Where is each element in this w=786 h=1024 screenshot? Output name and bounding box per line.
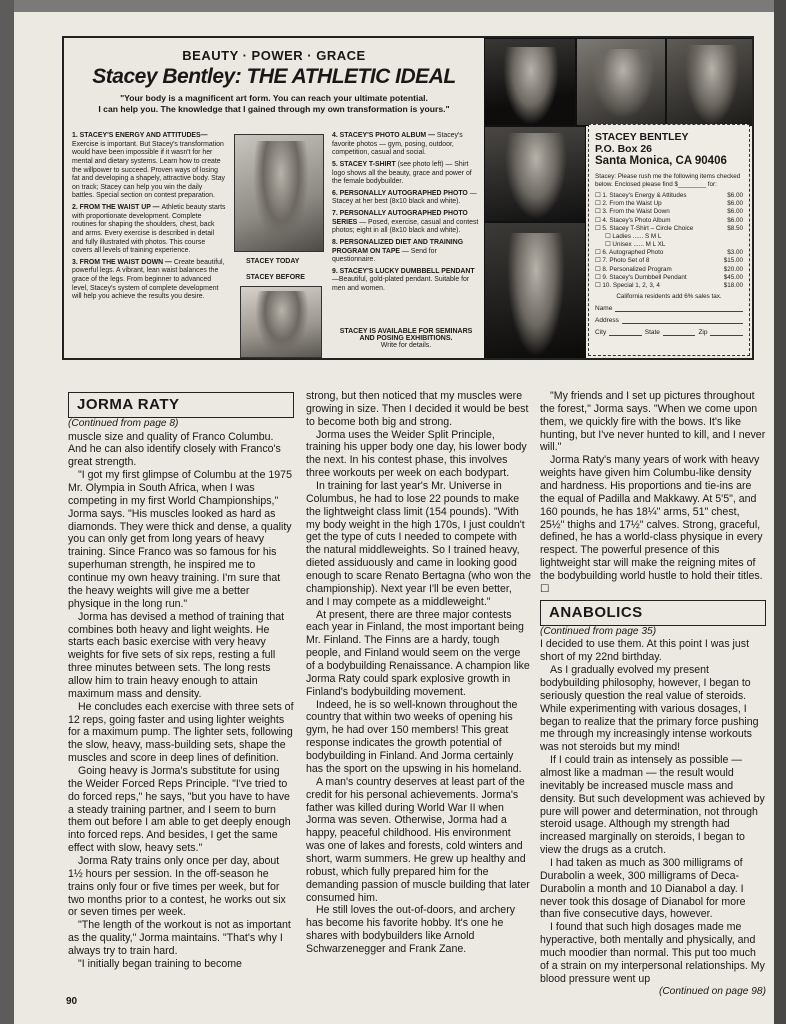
order-item-checkbox[interactable]: ☐ 10. Special 1, 2, 3, 4 $18.00: [595, 282, 743, 290]
photo-gym-5: [484, 222, 586, 360]
ad-title: Stacey Bentley: THE ATHLETIC IDEAL: [92, 65, 456, 88]
paragraph: Jorma Raty trains only once per day, about 1½ hours per session. In the off-season he trains only four or five times per week, but for two months prior to a contest, he works out six or seven times per week.: [68, 854, 286, 919]
paragraph: A man's country deserves at least part of the credit for his personal achievements. Jorma's father was killed during World War II when Jorma was seven. Otherwise, Jorma had a happy, peaceful childhood. His environment was one of lakes and forests, cold winters and short, warm summers. He grew up healthy and robust, which fully prepared him for the demanding passion of muscle building that later consumed him.: [306, 775, 530, 904]
paragraph: "I got my first glimpse of Columbu at the 1975 Mr. Olympia in South Africa, when I was competing in my first World Championships," Jorma says. "His muscles looked as hard as diamonds. They were thick and dense, a quality you can only get from long years of heavy training. Since Franco was so famous for his superhuman strength, he inspired me to continue my own heavy training. I'm sure that the heavy weights will give me a better physique in the long run.": [68, 469, 292, 610]
article-column-1: [68, 392, 294, 971]
order-item-checkbox[interactable]: ☐ 3. From the Waist Down $6.00: [595, 208, 743, 216]
paragraph: "The length of the workout is not as important as the quality," Jorma maintains. "That's why I always try to train hard.: [68, 919, 291, 957]
paragraph: I had taken as much as 300 milligrams of Durabolin a week, 300 milligrams of Deca-Durabolin a month and 10 Dianabol a day. I never took this dosage of Dianabol for more than five consecutive days, however.: [540, 856, 746, 921]
ad-item: 8. PERSONALIZED DIET AND TRAINING PROGRAM ON TAPE — Send for questionnaire.: [332, 238, 464, 264]
paragraph: In training for last year's Mr. Universe in Columbus, he had to lose 22 pounds to make the lightweight class limit (154 pounds). "With my body weight in the high 170s, I just couldn't get the type of cuts I needed to compete with the natural middleweights. So I trained heavy, dieted assiduously and came in looking good enough to scare Renato Bertagna (who won the championship). Next year I'll be even better, and I may compete as a middleweight.": [306, 480, 531, 608]
paragraph: Going heavy is Jorma's substitute for using the Weider Forced Reps Principle. "I've tried to do forced reps," he says, "but you have to have a steady training partner, and I seem to burn them out before I am able to get deeply enough into forced reps. And besides, I get the same effect with slow, heavy sets.": [68, 764, 291, 855]
order-item-checkbox[interactable]: ☐ 2. From the Waist Up $6.00: [595, 200, 743, 208]
ad-item: 3. FROM THE WAIST DOWN — Create beautiful, powerful legs. A vibrant, lean waist balances the grace of the legs. From beginner to advanced level, Stacey's system of complete development will help you achieve the results you desire.: [72, 258, 225, 301]
photo-stacey-before: [240, 286, 322, 358]
order-tax-note: California residents add 6% sales tax.: [616, 293, 722, 301]
caption-stacey-before: STACEY BEFORE: [246, 274, 305, 281]
ad-subtitle-2: I can help you. The knowledge that I gained through my own transformation is yours.": [98, 103, 450, 114]
anabolics-continued-from: (Continued from page 35): [540, 625, 657, 637]
page-gutter-right: [774, 0, 786, 1024]
ad-item: 2. FROM THE WAIST UP — Athletic beauty starts with proportionate development. Complete routines for shaping the shoulders, chest, back and arms. Every exercise is described in detail and fully illustrated with photos. This course covers all levels of training experience.: [72, 204, 226, 255]
order-address: STACEY BENTLEY P.O. Box 26 Santa Monica, CA 90406: [595, 131, 727, 168]
paragraph: He concludes each exercise with three sets of 12 reps, going faster and using lighter weights for a maximum pump. The lighter sets, following the slow, heavy, mass-building sets, shape the muscles and score in deep lines of definition.: [68, 700, 294, 765]
paragraph: As I gradually evolved my present bodybuilding philosophy, however, I began to seriously question the real value of steroids. While experimenting with various dosages, I began to realize that the primary force pushing me through my increasingly intense workouts was not steroids but my mind!: [540, 664, 759, 754]
ad-seminar-note: STACEY IS AVAILABLE FOR SEMINARS AND POSING EXHIBITIONS. Write for details.: [339, 328, 473, 349]
ad-tagline: BEAUTY · POWER · GRACE: [182, 48, 366, 63]
order-form[interactable]: [588, 124, 750, 356]
photo-gym-4: [484, 126, 586, 222]
paragraph: I found that such high dosages made me hyperactive, both mentally and physically, and much moodier than normal. This put too much of a strain on my interpersonal relationships. My blood pressure went up: [540, 921, 765, 985]
order-item-checkbox[interactable]: ☐ 7. Photo Set of 8 $15.00: [595, 257, 743, 265]
ad-items-right: [332, 132, 480, 297]
paragraph: I decided to use them. At this point I was just short of my 22nd birthday.: [540, 638, 750, 664]
order-city-field[interactable]: City State Zip: [595, 329, 743, 336]
paragraph: Jorma uses the Weider Split Principle, training his upper body one day, his lower body the next. In his contest phase, this involves three workouts per week on each bodypart.: [306, 428, 527, 480]
order-address-field[interactable]: Address: [595, 317, 743, 324]
ad-item: 4. STACEY'S PHOTO ALBUM — Stacey's favorite photos — gym, posing, outdoor, competition, casual and social.: [332, 132, 463, 157]
order-item-size[interactable]: ☐ Ladies ...... S M L: [595, 233, 743, 241]
order-instructions: Stacey: Please rush me the following items checked below. Enclosed please find $________ for:: [595, 173, 741, 189]
caption-stacey-today: STACEY TODAY: [246, 258, 300, 265]
article-column-3: [540, 390, 766, 998]
ad-header: [64, 48, 484, 114]
order-name-field[interactable]: Name: [595, 305, 743, 312]
photo-stacey-today: [234, 134, 324, 252]
paragraph: "My friends and I set up pictures throughout the forest," Jorma says. "When we come upon them, we quickly fire with the bows. It's like hunting, but I've never hunted to kill, and I never will.": [540, 390, 766, 454]
page-number: 90: [66, 996, 78, 1007]
ad-items-left: [72, 132, 226, 305]
anabolics-heading: ANABOLICS: [540, 600, 766, 626]
photo-gym-3: [666, 38, 754, 126]
article-heading: JORMA RATY: [68, 392, 294, 418]
paragraph: At present, there are three major contests each year in Finland, the most important being Mr. Finland. The Finns are a hardy, tough people, and Finland would seem on the verge of a bodybuilding Renaissance. A champion like Jorma Raty could spark explosive growth in Finland's bodybuilding movement.: [306, 608, 530, 698]
paragraph: "I initially began training to become: [78, 957, 242, 970]
ad-item: 1. STACEY'S ENERGY AND ATTITUDES—Exercise is important. But Stacey's transformation would have been impossible if it wasn't for her mental and dietary systems. Learn how to create the willpower to succeed. Proven ways of losing fat and developing a shapely, attractive body. Stay on track; Stacey can help you win the daily battles. Special section on contest preparation.: [72, 132, 225, 200]
ad-item: 6. PERSONALLY AUTOGRAPHED PHOTO — Stacey at her best (8x10 black and white).: [332, 189, 477, 206]
paragraph: Jorma Raty's many years of work with heavy weights have given him Columbu-like density and hardness. His proportions and tie-ins are the equal of Padilla and Makkawy. At 5'5", and 160 pounds, he has 18¼" arms, 51" chest, 25½" thighs and 17½" calves. Strong, graceful, defined, he has a world-class physique in every respect. The powerful presence of this lightweight star will make the reigning mites of the bodybuilding world hustle to hold their titles. ☐: [540, 454, 763, 595]
order-item-checkbox[interactable]: ☐ 9. Stacey's Dumbbell Pendant $45.00: [595, 274, 743, 282]
continued-from: (Continued from page 8): [68, 418, 179, 430]
order-item-checkbox[interactable]: ☐ 4. Stacey's Photo Album $6.00: [595, 217, 743, 225]
ad-subtitle-1: "Your body is a magnificent art form. You can reach your ultimate potential.: [120, 93, 428, 103]
photo-gym-1: [484, 38, 576, 126]
ad-item: 7. PERSONALLY AUTOGRAPHED PHOTO SERIES — Posed, exercise, casual and contest photos; eight in all (8x10 black and white).: [332, 210, 479, 235]
continued-on: (Continued on page 98): [658, 985, 766, 997]
paragraph: He still loves the out-of-doors, and archery has become his favorite hobby. It's one he shares with bodybuilders like Arnold Schwarzenegger and Frank Zane.: [306, 904, 516, 955]
ad-item: 9. STACEY'S LUCKY DUMBBELL PENDANT—Beautiful, gold-plated pendant. Suitable for men and women.: [332, 267, 475, 292]
order-item-checkbox[interactable]: ☐ 5. Stacey T-Shirt – Circle Choice $8.50: [595, 225, 743, 233]
paragraph: strong, but then noticed that my muscles were growing in size. Then I decided it would be best to become both big and strong.: [306, 390, 529, 428]
ad-item: 5. STACEY T-SHIRT (see photo left) — Shirt logo shows all the beauty, grace and power of the female bodybuilder.: [332, 160, 472, 186]
order-item-checkbox[interactable]: ☐ 1. Stacey's Energy & Attitudes $6.00: [595, 192, 743, 200]
article-column-2: [306, 390, 532, 956]
photo-gym-2: [576, 38, 666, 126]
paragraph: Indeed, he is so well-known throughout the country that within two weeks of opening his gym, he had over 150 members! This great response indicates the growth potential of bodybuilding in Finland. And Jorma certainly has the sport on the upswing in his homeland.: [306, 698, 522, 775]
paragraph: muscle size and quality of Franco Columbu. And he can also identify closely with Franco's great strength.: [68, 430, 281, 469]
order-item-checkbox[interactable]: ☐ 6. Autographed Photo $3.00: [595, 249, 743, 257]
paragraph: If I could train as intensely as possible — almost like a madman — the result would inevitably be increased muscle mass and density. But such development was achieved by pure will power and determination, not through steroid usage. Although my strength had increased marginally on steroids, I began to view the drugs as a crutch.: [540, 754, 765, 857]
order-item-checkbox[interactable]: ☐ 8. Personalized Program $20.00: [595, 266, 743, 274]
order-item-size[interactable]: ☐ Unisex ...... M L XL: [595, 241, 743, 249]
order-item-list: [595, 192, 743, 290]
paragraph: Jorma has devised a method of training that combines both heavy and light weights. He starts each basic exercise with very heavy weights for five sets of six reps, resting a full three minutes between sets. The long rests allow him to train heavy enough to attain maximum mass and density.: [68, 610, 285, 700]
page-gutter-left: [0, 0, 14, 1024]
